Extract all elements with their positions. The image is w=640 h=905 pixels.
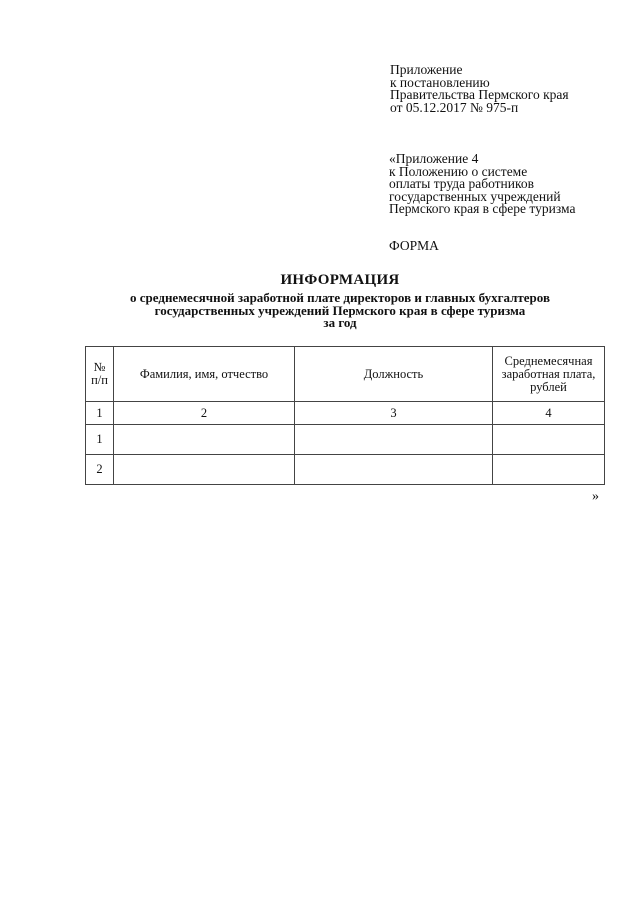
- column-number: 2: [114, 402, 295, 425]
- header-number: № п/п: [86, 347, 114, 402]
- appendix4-line: Пермского края в сфере туризма: [389, 201, 576, 216]
- position-cell: [295, 425, 493, 455]
- appendix4-line: «Приложение 4: [389, 151, 479, 166]
- document-subtitle-line: за год: [323, 315, 357, 330]
- full-name-cell: [114, 425, 295, 455]
- column-number: 1: [86, 402, 114, 425]
- appendix-line: Приложение: [390, 62, 463, 77]
- salary-cell: [493, 425, 605, 455]
- document-subtitle-line: государственных учреждений Пермского края в сфере туризма: [154, 303, 526, 318]
- row-number-cell: 2: [86, 455, 114, 485]
- full-name-cell: [114, 455, 295, 485]
- appendix-line: Правительства Пермского края: [390, 87, 569, 102]
- column-number: 3: [295, 402, 493, 425]
- header-average-salary: Среднемесячная заработная плата, рублей: [493, 347, 605, 402]
- table-row: [86, 425, 605, 455]
- closing-quote: »: [592, 489, 599, 504]
- form-label: ФОРМА: [389, 238, 439, 253]
- appendix4-line: оплаты труда работников: [389, 176, 534, 191]
- column-number: 4: [493, 402, 605, 425]
- table-header-row: [86, 347, 605, 402]
- appendix4-reference: [389, 153, 575, 216]
- salary-cell: [493, 455, 605, 485]
- row-number-cell: 1: [86, 425, 114, 455]
- position-cell: [295, 455, 493, 485]
- appendix-line: от 05.12.2017 № 975-п: [390, 99, 519, 115]
- appendix4-line: к Положению о системе: [389, 163, 528, 179]
- column-number-row: [86, 402, 605, 425]
- document-subtitle-line: о среднемесячной заработной плате директоров и главных бухгалтеров: [130, 290, 550, 305]
- document-title: ИНФОРМАЦИЯ: [280, 272, 400, 288]
- header-position: Должность: [295, 347, 493, 402]
- appendix4-line: государственных учреждений: [389, 188, 561, 204]
- appendix-reference: [390, 64, 569, 114]
- appendix-line: к постановлению: [390, 74, 490, 90]
- header-full-name: Фамилия, имя, отчество: [114, 347, 295, 402]
- table-row: [86, 455, 605, 485]
- salary-info-table: [85, 346, 605, 485]
